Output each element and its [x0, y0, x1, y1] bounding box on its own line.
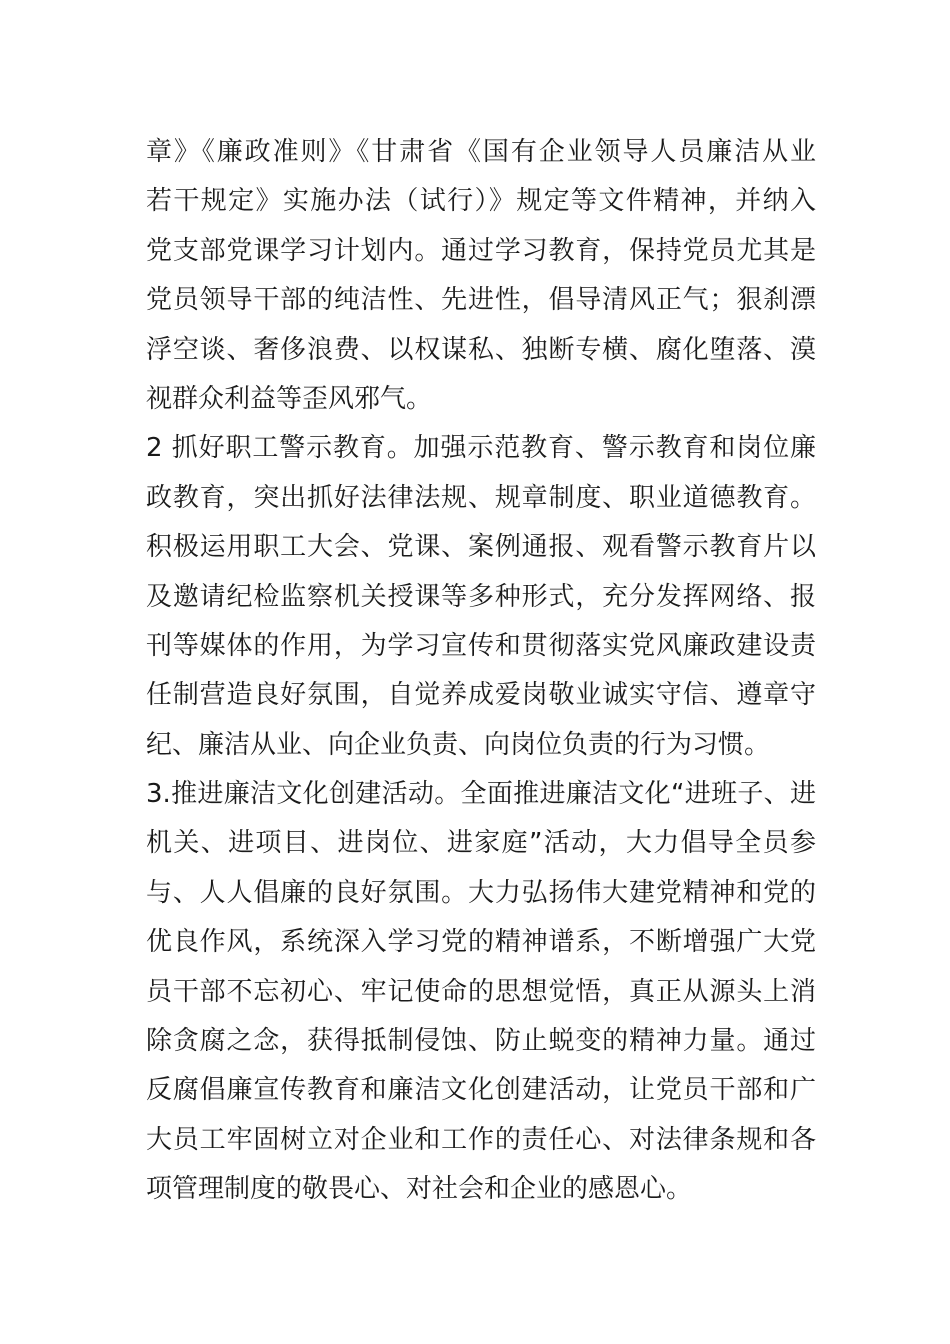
text-line: 机关、进项目、进岗位、进家庭”活动，大力倡导全员参: [146, 828, 816, 859]
text-line: 视群众利益等歪风邪气。: [146, 383, 433, 414]
text-line: 积极运用职工大会、党课、案例通报、观看警示教育片以: [146, 532, 816, 563]
paragraph-continuation: [146, 128, 816, 424]
text-line: 政教育，突出抓好法律法规、规章制度、职业道德教育。: [146, 482, 816, 513]
text-line: 与、人人倡廉的良好氛围。大力弘扬伟大建党精神和党的: [146, 877, 816, 908]
text-line: 3.推进廉洁文化创建活动。全面推进廉洁文化“进班子、进: [146, 779, 816, 810]
text-line: 优良作风，系统深入学习党的精神谱系，不断增强广大党: [146, 927, 816, 958]
paragraph-item-2: [146, 424, 816, 770]
text-line: 项管理制度的敬畏心、对社会和企业的感恩心。: [146, 1174, 693, 1205]
text-line: 及邀请纪检监察机关授课等多种形式，充分发挥网络、报: [146, 581, 816, 612]
text-line: 2 抓好职工警示教育。加强示范教育、警示教育和岗位廉: [146, 433, 816, 464]
text-line: 大员工牢固树立对企业和工作的责任心、对法律条规和各: [146, 1124, 816, 1155]
text-line: 纪、廉洁从业、向企业负责、向岗位负责的行为习惯。: [146, 729, 771, 760]
text-line: 员干部不忘初心、牢记使命的思想觉悟，真正从源头上消: [146, 976, 816, 1007]
text-line: 反腐倡廉宣传教育和廉洁文化创建活动，让党员干部和广: [146, 1075, 816, 1106]
document-body: [146, 128, 816, 1215]
text-line: 党支部党课学习计划内。通过学习教育，保持党员尤其是: [146, 235, 816, 266]
text-line: 刊等媒体的作用，为学习宣传和贯彻落实党风廉政建设责: [146, 630, 816, 661]
text-line: 任制营造良好氛围，自觉养成爱岗敬业诚实守信、遵章守: [146, 680, 816, 711]
text-line: 若干规定》实施办法（试行）》规定等文件精神，并纳入: [146, 186, 816, 217]
text-line: 党员领导干部的纯洁性、先进性，倡导清风正气；狠刹漂: [146, 285, 816, 316]
paragraph-item-3: [146, 770, 816, 1215]
text-line: 浮空谈、奢侈浪费、以权谋私、独断专横、腐化堕落、漠: [146, 334, 816, 365]
text-line: 除贪腐之念，获得抵制侵蚀、防止蜕变的精神力量。通过: [146, 1026, 816, 1057]
text-line: 章》《廉政准则》《甘肃省《国有企业领导人员廉洁从业: [146, 137, 816, 167]
